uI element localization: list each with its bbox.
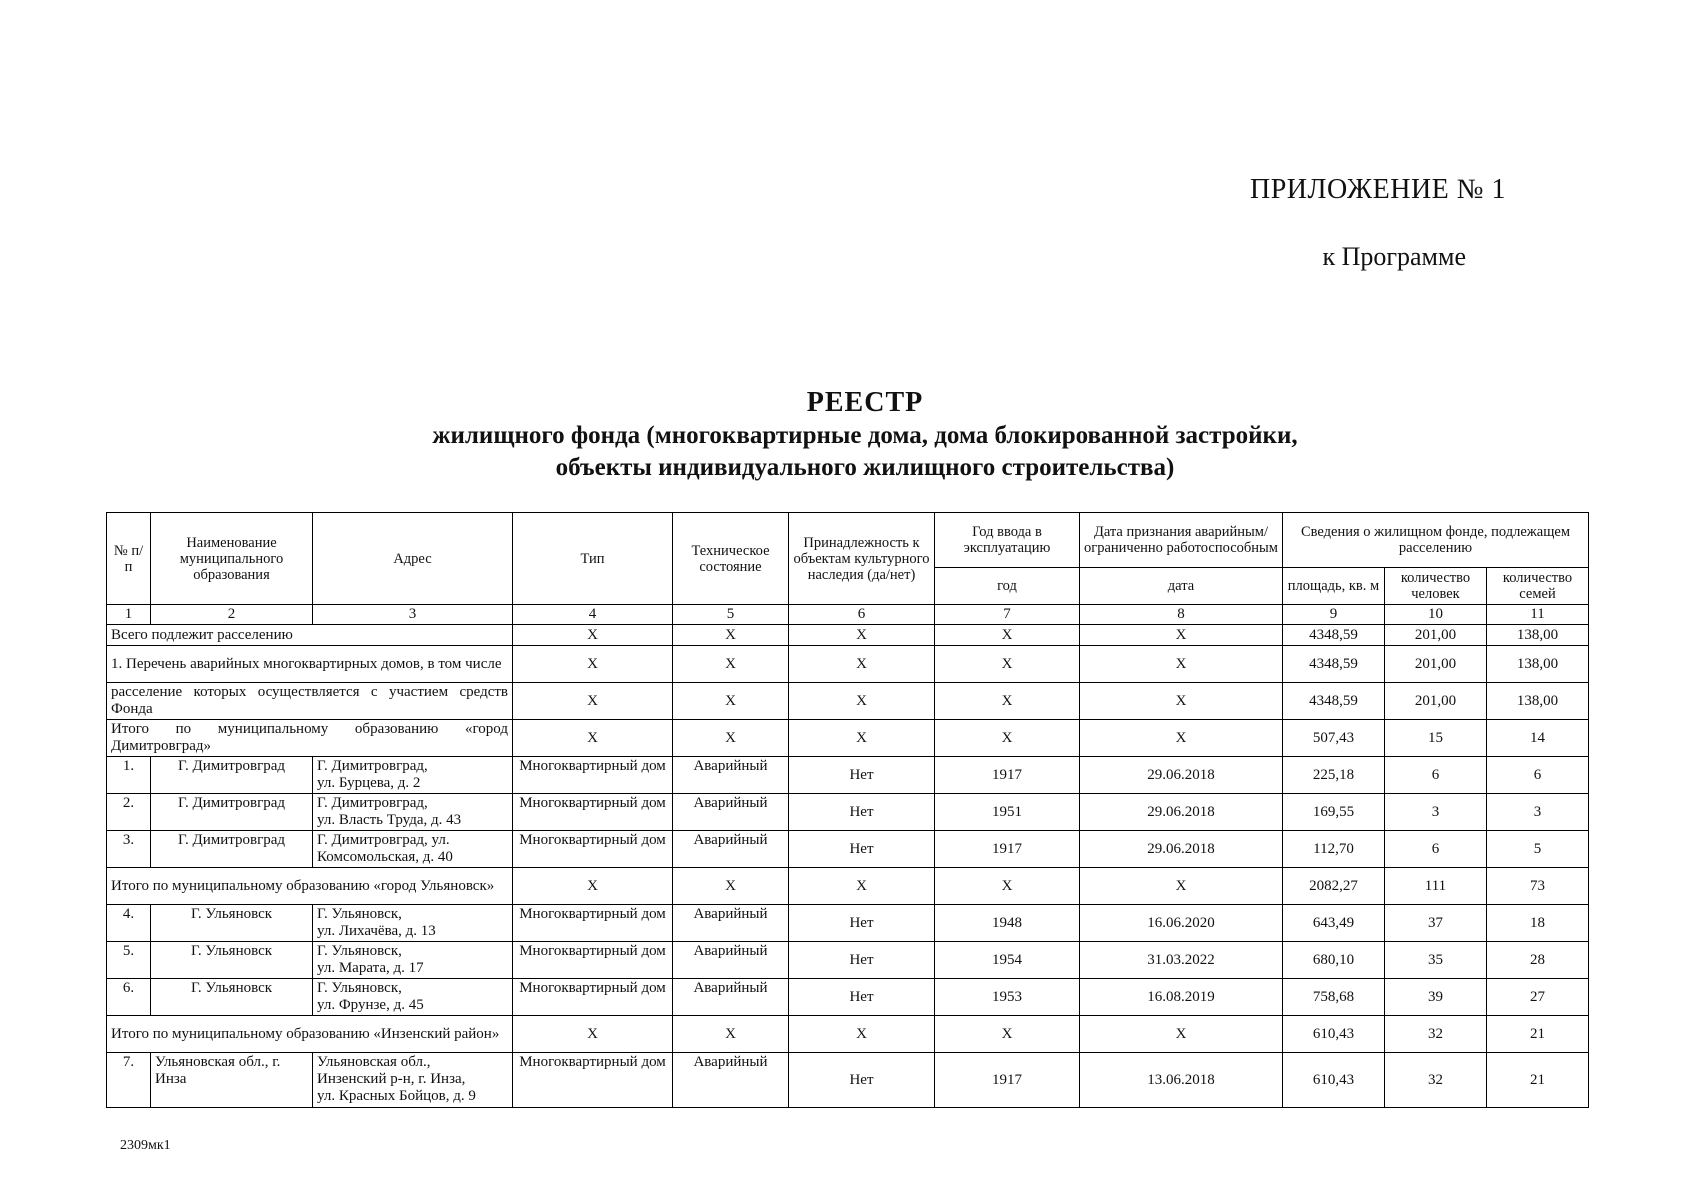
column-number: 3 (313, 605, 513, 625)
group-x: Х (789, 720, 935, 757)
summary-families: 138,00 (1487, 646, 1589, 683)
row-area: 169,55 (1283, 794, 1385, 831)
address-line: ул. Лихачёва, д. 13 (317, 923, 436, 939)
row-municipality: Г. Ульяновск (151, 979, 313, 1016)
group-x: Х (513, 720, 673, 757)
summary-x: Х (1080, 683, 1283, 720)
row-year: 1953 (935, 979, 1080, 1016)
summary-families: 138,00 (1487, 683, 1589, 720)
row-type: Многоквартирный дом (513, 794, 673, 831)
row-area: 643,49 (1283, 905, 1385, 942)
group-area: 507,43 (1283, 720, 1385, 757)
group-people: 111 (1385, 868, 1487, 905)
header-condition: Техническое состояние (673, 513, 789, 605)
row-heritage: Нет (789, 757, 935, 794)
column-number: 5 (673, 605, 789, 625)
header-num: № п/п (107, 513, 151, 605)
row-area: 112,70 (1283, 831, 1385, 868)
row-num: 1. (107, 757, 151, 794)
title-main: РЕЕСТР (806, 387, 924, 418)
summary-x: Х (789, 646, 935, 683)
column-number: 6 (789, 605, 935, 625)
registry-table (106, 512, 1589, 1108)
title-subtitle-line-2: объекты индивидуального жилищного строительства) (555, 454, 1175, 481)
column-number: 11 (1487, 605, 1589, 625)
row-type: Многоквартирный дом (513, 757, 673, 794)
group-x: Х (789, 868, 935, 905)
header-housing-info: Сведения о жилищном фонде, подлежащем расселению (1283, 513, 1589, 568)
row-heritage: Нет (789, 794, 935, 831)
row-num: 3. (107, 831, 151, 868)
column-number: 4 (513, 605, 673, 625)
summary-x: Х (935, 683, 1080, 720)
row-num: 2. (107, 794, 151, 831)
row-families: 18 (1487, 905, 1589, 942)
row-num: 4. (107, 905, 151, 942)
row-date: 29.06.2018 (1080, 757, 1283, 794)
group-families: 73 (1487, 868, 1589, 905)
address-line: Г. Димитровград, (317, 758, 428, 774)
row-date: 29.06.2018 (1080, 831, 1283, 868)
group-x: Х (1080, 868, 1283, 905)
column-number: 10 (1385, 605, 1487, 625)
row-type: Многоквартирный дом (513, 905, 673, 942)
summary-x: Х (673, 625, 789, 646)
header-heritage: Принадлежность к объектам культурного наследия (да/нет) (789, 513, 935, 605)
header-date: дата (1080, 568, 1283, 605)
row-condition: Аварийный (673, 905, 789, 942)
row-address (313, 757, 513, 794)
address-line: Г. Димитровград, ул. (317, 832, 450, 848)
row-date: 31.03.2022 (1080, 942, 1283, 979)
address-line: Г. Ульяновск, (317, 943, 402, 959)
row-year: 1917 (935, 1053, 1080, 1108)
address-line: ул. Бурцева, д. 2 (317, 775, 421, 791)
row-num: 5. (107, 942, 151, 979)
row-year: 1951 (935, 794, 1080, 831)
header-area: площадь, кв. м (1283, 568, 1385, 605)
summary-x: Х (789, 683, 935, 720)
table-row (107, 942, 1589, 979)
summary-families: 138,00 (1487, 625, 1589, 646)
summary-row-fund (107, 683, 1589, 720)
address-line: Ульяновская обл., (317, 1054, 431, 1070)
row-municipality: Г. Димитровград (151, 831, 313, 868)
row-date: 16.06.2020 (1080, 905, 1283, 942)
row-address (313, 1053, 513, 1108)
column-number: 2 (151, 605, 313, 625)
row-people: 3 (1385, 794, 1487, 831)
row-condition: Аварийный (673, 1053, 789, 1108)
summary-x: Х (789, 625, 935, 646)
header-type: Тип (513, 513, 673, 605)
summary-x: Х (1080, 625, 1283, 646)
row-people: 6 (1385, 757, 1487, 794)
group-families: 21 (1487, 1016, 1589, 1053)
row-condition: Аварийный (673, 757, 789, 794)
table-row (107, 979, 1589, 1016)
group-people: 32 (1385, 1016, 1487, 1053)
summary-label: Всего подлежит расселению (107, 625, 513, 646)
row-people: 35 (1385, 942, 1487, 979)
row-heritage: Нет (789, 905, 935, 942)
header-families: количество семей (1487, 568, 1589, 605)
document-title (300, 386, 1430, 484)
header-people: количество человек (1385, 568, 1487, 605)
address-line: Г. Димитровград, (317, 795, 428, 811)
row-heritage: Нет (789, 831, 935, 868)
row-num: 6. (107, 979, 151, 1016)
row-area: 680,10 (1283, 942, 1385, 979)
summary-x: Х (513, 646, 673, 683)
summary-people: 201,00 (1385, 683, 1487, 720)
summary-label: 1. Перечень аварийных многоквартирных домов, в том числе (107, 646, 513, 683)
table-row (107, 905, 1589, 942)
appendix-label: ПРИЛОЖЕНИЕ № 1 (1250, 174, 1506, 205)
summary-people: 201,00 (1385, 646, 1487, 683)
row-date: 16.08.2019 (1080, 979, 1283, 1016)
group-x: Х (935, 1016, 1080, 1053)
row-families: 21 (1487, 1053, 1589, 1108)
row-municipality: Г. Димитровград (151, 794, 313, 831)
row-address (313, 905, 513, 942)
row-address (313, 942, 513, 979)
row-year: 1954 (935, 942, 1080, 979)
group-total-row (107, 720, 1589, 757)
address-line: Комсомольская, д. 40 (317, 849, 453, 865)
row-address (313, 794, 513, 831)
summary-row-total (107, 625, 1589, 646)
row-year: 1917 (935, 831, 1080, 868)
row-year: 1917 (935, 757, 1080, 794)
row-date: 13.06.2018 (1080, 1053, 1283, 1108)
row-municipality: Ульяновская обл., г. Инза (151, 1053, 313, 1108)
address-line: Инзенский р-н, г. Инза, (317, 1071, 466, 1087)
table-row (107, 1053, 1589, 1108)
column-number: 9 (1283, 605, 1385, 625)
row-municipality: Г. Ульяновск (151, 942, 313, 979)
group-people: 15 (1385, 720, 1487, 757)
title-subtitle-line-1: жилищного фонда (многоквартирные дома, дома блокированной застройки, (432, 422, 1298, 449)
column-number: 8 (1080, 605, 1283, 625)
row-type: Многоквартирный дом (513, 942, 673, 979)
address-line: ул. Фрунзе, д. 45 (317, 997, 424, 1013)
group-x: Х (513, 868, 673, 905)
summary-x: Х (513, 625, 673, 646)
summary-x: Х (673, 683, 789, 720)
row-area: 610,43 (1283, 1053, 1385, 1108)
row-num: 7. (107, 1053, 151, 1108)
header-address: Адрес (313, 513, 513, 605)
row-people: 32 (1385, 1053, 1487, 1108)
group-x: Х (1080, 720, 1283, 757)
header-recognition: Дата признания аварийным/ограниченно работоспособным (1080, 513, 1283, 568)
header-municipality: Наименование муниципального образования (151, 513, 313, 605)
group-label: Итого по муниципальному образованию «город Ульяновск» (107, 868, 513, 905)
address-line: ул. Власть Труда, д. 43 (317, 812, 462, 828)
summary-x: Х (935, 625, 1080, 646)
row-condition: Аварийный (673, 794, 789, 831)
row-type: Многоквартирный дом (513, 1053, 673, 1108)
header-row-1 (107, 513, 1589, 568)
summary-people: 201,00 (1385, 625, 1487, 646)
address-line: ул. Марата, д. 17 (317, 960, 424, 976)
row-condition: Аварийный (673, 979, 789, 1016)
row-people: 39 (1385, 979, 1487, 1016)
row-families: 6 (1487, 757, 1589, 794)
row-municipality: Г. Димитровград (151, 757, 313, 794)
row-address (313, 831, 513, 868)
row-families: 5 (1487, 831, 1589, 868)
row-families: 3 (1487, 794, 1589, 831)
group-x: Х (935, 868, 1080, 905)
group-x: Х (1080, 1016, 1283, 1053)
address-line: Г. Ульяновск, (317, 980, 402, 996)
column-number: 7 (935, 605, 1080, 625)
group-label: Итого по муниципальному образованию «Инзенский район» (107, 1016, 513, 1053)
summary-area: 4348,59 (1283, 683, 1385, 720)
row-type: Многоквартирный дом (513, 979, 673, 1016)
row-type: Многоквартирный дом (513, 831, 673, 868)
group-area: 2082,27 (1283, 868, 1385, 905)
to-program-label: к Программе (1322, 242, 1466, 271)
row-people: 37 (1385, 905, 1487, 942)
row-people: 6 (1385, 831, 1487, 868)
row-municipality: Г. Ульяновск (151, 905, 313, 942)
summary-area: 4348,59 (1283, 646, 1385, 683)
group-area: 610,43 (1283, 1016, 1385, 1053)
header-year: год (935, 568, 1080, 605)
summary-row-list (107, 646, 1589, 683)
row-area: 758,68 (1283, 979, 1385, 1016)
summary-x: Х (1080, 646, 1283, 683)
group-total-row (107, 868, 1589, 905)
group-x: Х (513, 1016, 673, 1053)
row-condition: Аварийный (673, 831, 789, 868)
summary-x: Х (673, 646, 789, 683)
row-heritage: Нет (789, 1053, 935, 1108)
group-x: Х (789, 1016, 935, 1053)
group-total-row (107, 1016, 1589, 1053)
table-row (107, 831, 1589, 868)
header-commissioning: Год ввода в эксплуатацию (935, 513, 1080, 568)
column-numbers-row (107, 605, 1589, 625)
summary-label: расселение которых осуществляется с участием средств Фонда (107, 683, 513, 720)
row-families: 27 (1487, 979, 1589, 1016)
row-heritage: Нет (789, 979, 935, 1016)
row-families: 28 (1487, 942, 1589, 979)
address-line: Г. Ульяновск, (317, 906, 402, 922)
address-line: ул. Красных Бойцов, д. 9 (317, 1088, 476, 1104)
table-row (107, 757, 1589, 794)
row-year: 1948 (935, 905, 1080, 942)
group-x: Х (673, 720, 789, 757)
group-x: Х (673, 868, 789, 905)
row-area: 225,18 (1283, 757, 1385, 794)
row-heritage: Нет (789, 942, 935, 979)
row-condition: Аварийный (673, 942, 789, 979)
summary-area: 4348,59 (1283, 625, 1385, 646)
group-families: 14 (1487, 720, 1589, 757)
table-row (107, 794, 1589, 831)
column-number: 1 (107, 605, 151, 625)
document-code: 2309мк1 (120, 1138, 171, 1153)
summary-x: Х (513, 683, 673, 720)
row-address (313, 979, 513, 1016)
summary-x: Х (935, 646, 1080, 683)
group-x: Х (935, 720, 1080, 757)
group-label: Итого по муниципальному образованию «город Димитровград» (107, 720, 513, 757)
row-date: 29.06.2018 (1080, 794, 1283, 831)
group-x: Х (673, 1016, 789, 1053)
